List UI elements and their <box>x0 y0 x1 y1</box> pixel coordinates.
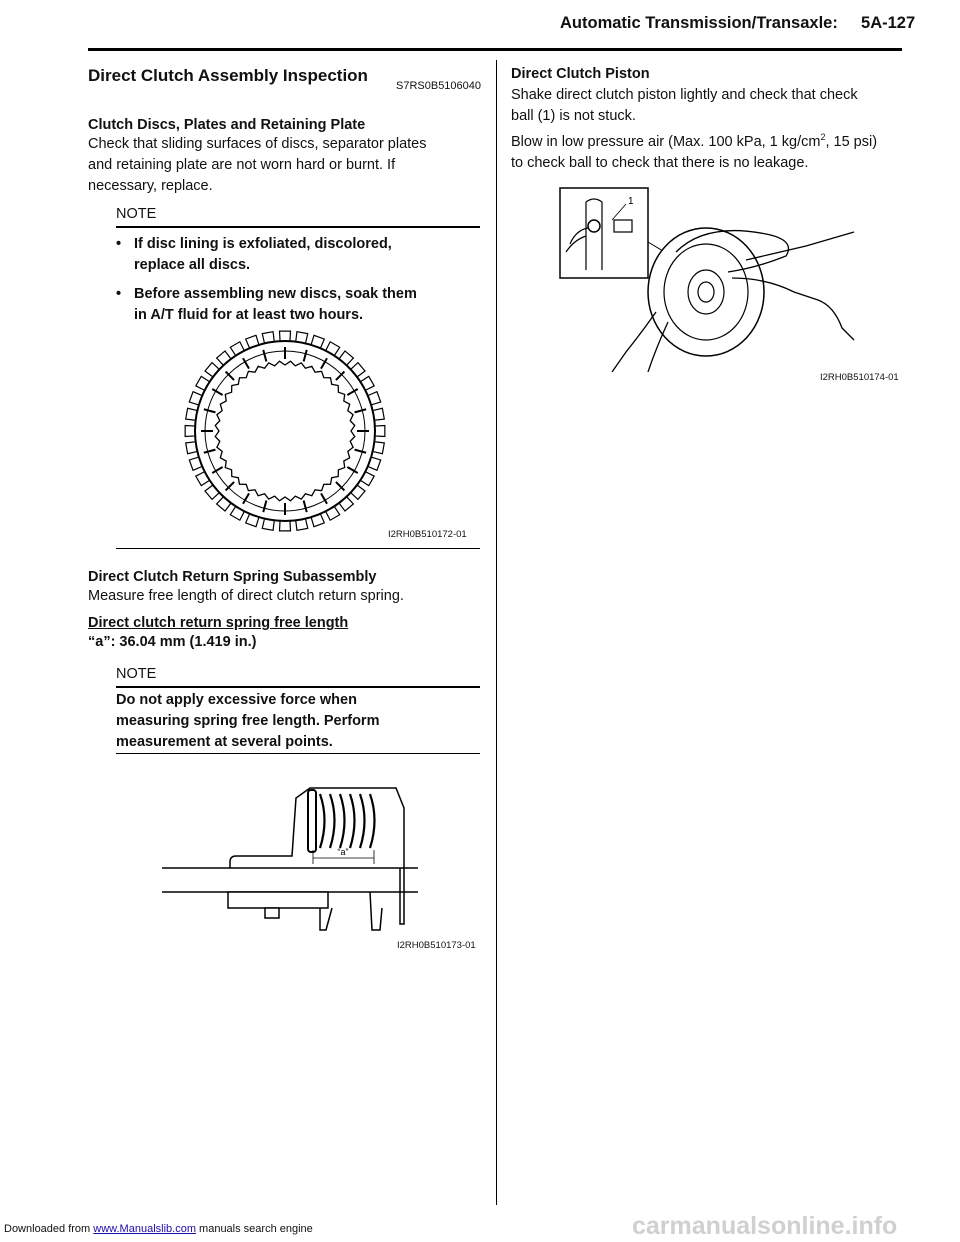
spring-coil <box>320 794 325 848</box>
figure-code: I2RH0B510174-01 <box>820 372 899 383</box>
page-header <box>560 14 915 33</box>
note-rule-bottom <box>116 548 480 549</box>
note-rule-bottom <box>116 753 480 754</box>
text-line: ball (1) is not stuck. <box>511 108 636 124</box>
dimension-label: “a” <box>337 847 349 857</box>
air-line-a: Blow in low pressure air (Max. 100 kPa, 1 kg/cm <box>511 133 821 150</box>
spring-coil <box>340 794 345 848</box>
piston-text <box>511 85 901 174</box>
page-number: 5A-127 <box>861 14 916 32</box>
piston-figure <box>556 182 856 372</box>
clutch-disc-figure <box>180 326 390 536</box>
air-line-b: , 15 psi) <box>825 133 878 150</box>
inset-air-nozzle <box>614 220 632 232</box>
spec-title: Direct clutch return spring free length <box>88 615 349 631</box>
inner-spline-path <box>215 361 355 501</box>
footer-watermark: carmanualsonline.info <box>632 1212 898 1240</box>
arm-top <box>746 232 854 260</box>
bullet-line: Before assembling new discs, soak them <box>134 286 417 302</box>
bullet-line: in A/T fluid for at least two hours. <box>134 307 364 323</box>
clutch-discs-text <box>88 134 488 197</box>
text-line: Check that sliding surfaces of discs, separator plates <box>88 136 427 152</box>
disc-tooth <box>339 351 353 365</box>
text-line: to check ball to check that there is no leakage. <box>511 154 809 171</box>
footer <box>4 1223 313 1235</box>
lining-groove <box>204 450 216 453</box>
spring-coil <box>360 794 365 848</box>
spring-seat-left <box>308 790 316 852</box>
disc-tooth <box>217 497 231 511</box>
superscript: 2 <box>820 132 826 142</box>
disc-tooth <box>217 351 231 365</box>
check-ball <box>588 220 600 232</box>
disc-tooth <box>339 497 353 511</box>
spec-value: “a”: 36.04 mm (1.419 in.) <box>88 634 257 650</box>
inset-frame <box>560 188 648 278</box>
section-code: S7RS0B5106040 <box>396 80 482 92</box>
figure-code: I2RH0B510172-01 <box>388 529 467 540</box>
note-text <box>116 690 480 753</box>
spring-coil <box>350 794 355 848</box>
footer-prefix: Downloaded from <box>4 1223 94 1235</box>
note-bullets <box>116 234 480 326</box>
lining-groove <box>304 501 307 513</box>
manualslib-link[interactable]: www.Manualslib.com <box>93 1223 196 1235</box>
bullet-line: If disc lining is exfoliated, discolored, <box>134 236 392 252</box>
text-line: Shake direct clutch piston lightly and check that check <box>511 87 858 103</box>
inner-splines <box>215 361 355 501</box>
footer-suffix: manuals search engine <box>195 1223 313 1235</box>
bullet-line: replace all discs. <box>134 257 251 273</box>
disc-tooth <box>280 331 291 341</box>
text-line: and retaining plate are not worn hard or burnt. If <box>88 157 396 173</box>
disc-tooth <box>205 363 219 377</box>
lining-groove <box>304 350 307 362</box>
column-divider <box>496 60 497 1205</box>
piston-bore <box>698 282 714 302</box>
lining-groove <box>355 450 367 453</box>
note-rule-top <box>116 226 480 228</box>
return-spring-text: Measure free length of direct clutch return spring. <box>88 588 404 604</box>
callout-label: 1 <box>628 196 634 207</box>
spring-coil <box>370 794 375 848</box>
disc-tooth <box>280 521 291 531</box>
note-bullet <box>116 234 480 276</box>
return-spring-heading: Direct Clutch Return Spring Subassembly <box>88 569 377 585</box>
header-rule <box>88 48 902 51</box>
note-rule-top <box>116 686 480 688</box>
caliper-depth-jaw <box>320 908 332 930</box>
disc-tooth <box>351 363 365 377</box>
text-line <box>511 127 901 153</box>
lining-groove <box>355 409 367 412</box>
text-line: necessary, replace. <box>88 178 213 194</box>
bullet-dot: • <box>116 236 122 252</box>
lining-groove <box>263 501 266 513</box>
return-spring <box>320 794 375 848</box>
note-bullet <box>116 284 480 326</box>
note-label: NOTE <box>116 666 157 682</box>
figure-code: I2RH0B510173-01 <box>397 940 476 951</box>
lining-groove <box>204 409 216 412</box>
note-line: Do not apply excessive force when <box>116 692 357 708</box>
note-label: NOTE <box>116 206 157 222</box>
note-line: measurement at several points. <box>116 734 333 750</box>
disc-tooth <box>185 426 195 437</box>
disc-tooth <box>375 426 385 437</box>
piston-heading: Direct Clutch Piston <box>511 66 650 82</box>
bullet-dot: • <box>116 286 122 302</box>
spring-measure-figure <box>160 784 420 934</box>
caliper-lock-screw <box>265 908 279 918</box>
spring-coil <box>330 794 335 848</box>
disc-tooth <box>205 485 219 499</box>
note-line: measuring spring free length. Perform <box>116 713 380 729</box>
section-title: Direct Clutch Assembly Inspection <box>88 66 368 85</box>
disc-tooth <box>351 485 365 499</box>
clutch-discs-heading: Clutch Discs, Plates and Retaining Plate <box>88 117 366 133</box>
lining-groove <box>263 350 266 362</box>
caliper-fixed-jaw <box>370 892 382 930</box>
header-title: Automatic Transmission/Transaxle: <box>560 14 838 32</box>
caliper-slider <box>228 892 328 908</box>
